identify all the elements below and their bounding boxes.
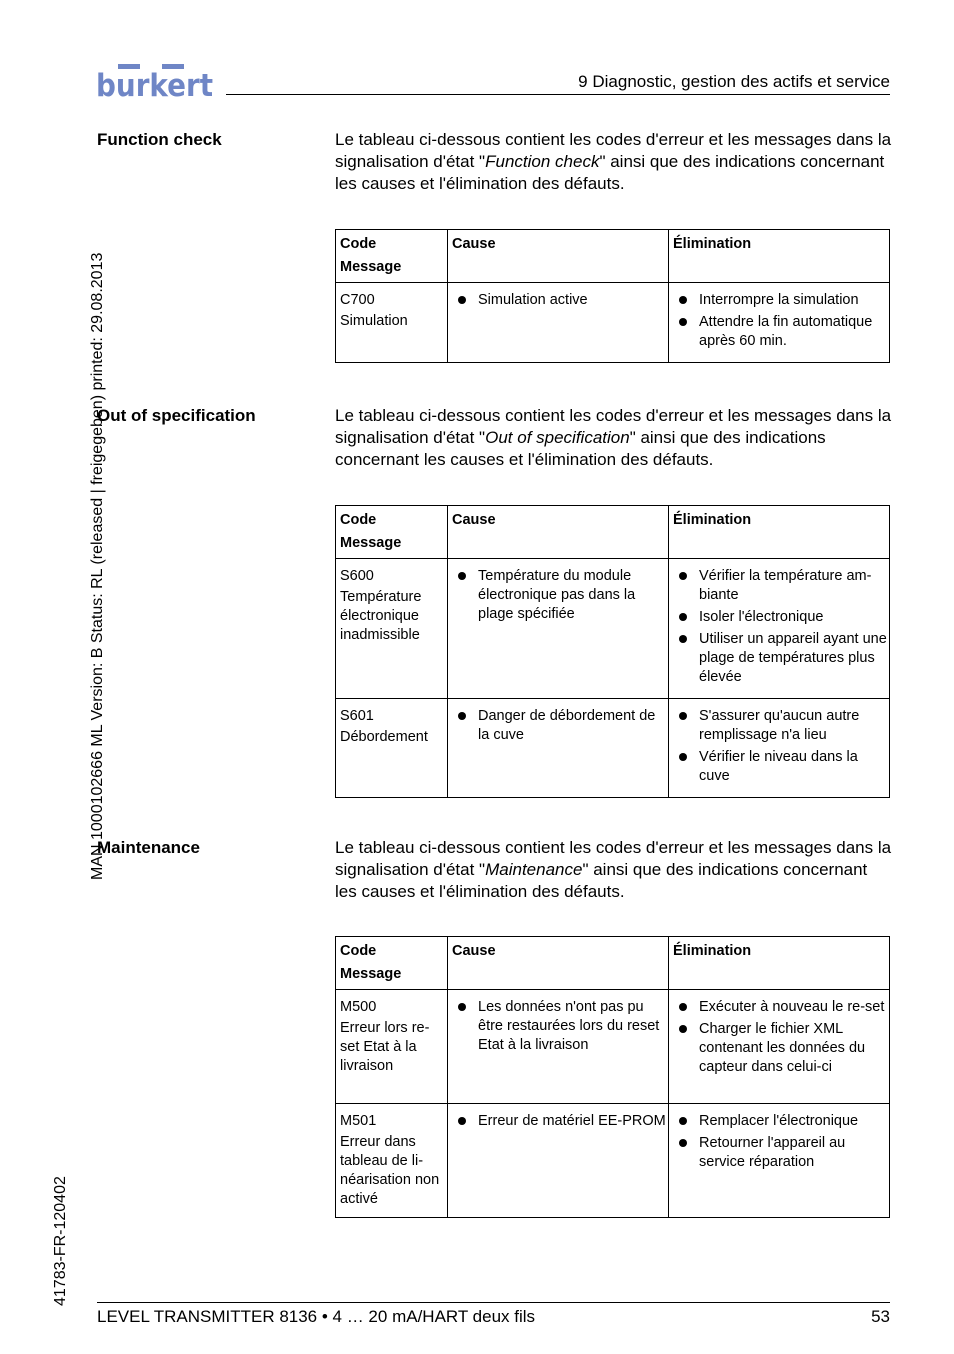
elimination-item: Remplacer l'électronique <box>688 1112 889 1131</box>
header-code-message: Code Message <box>336 230 448 283</box>
header-code-message: Code Message <box>336 937 448 990</box>
cause-cell <box>448 283 669 363</box>
elimination-cell <box>669 1104 890 1218</box>
cause-cell <box>448 699 669 798</box>
elimination-item: Exécuter à nouveau le re-set <box>688 998 889 1017</box>
code-cell: M500 Erreur lors re-set Etat à la livraison <box>336 990 448 1104</box>
table-row <box>336 699 890 798</box>
elimination-item: Interrompre la simulation <box>688 291 889 310</box>
table-header-row <box>336 937 890 990</box>
footer-rule <box>97 1302 890 1303</box>
chapter-title: 9 Diagnostic, gestion des actifs et service <box>578 72 890 91</box>
section-intro-maintenance: Le tableau ci-dessous contient les codes d'erreur et les messages dans la signalisation d'état "Maintenance" ainsi que des indications concernant les causes et l'élimination des défauts. <box>335 838 892 901</box>
elimination-item: Isoler l'électronique <box>688 608 889 627</box>
page-number: 53 <box>871 1307 890 1326</box>
cause-cell <box>448 559 669 699</box>
header-elimination: Élimination <box>669 506 890 559</box>
section-title-out-of-specification: Out of specification <box>97 406 256 425</box>
table-row <box>336 559 890 699</box>
section-title-maintenance: Maintenance <box>97 838 200 857</box>
header-elimination: Élimination <box>669 230 890 283</box>
cause-item: Erreur de matériel EE-PROM <box>467 1112 668 1131</box>
section-intro-function-check: Le tableau ci-dessous contient les codes d'erreur et les messages dans la signalisation d'état "Function check" ainsi que des indications concernant les causes et l'élimination des défauts. <box>335 130 892 193</box>
out-of-specification-table <box>335 505 890 798</box>
code-cell: C700 Simulation <box>336 283 448 363</box>
code-cell: S601 Débordement <box>336 699 448 798</box>
elimination-cell <box>669 559 890 699</box>
header-rule <box>226 94 890 95</box>
elimination-item: Attendre la fin automatique après 60 min. <box>688 313 889 351</box>
elimination-cell <box>669 699 890 798</box>
elimination-item: Charger le fichier XML contenant les données du capteur dans celui-ci <box>688 1020 889 1077</box>
elimination-cell <box>669 283 890 363</box>
header-elimination: Élimination <box>669 937 890 990</box>
code-cell: S600 Température électronique inadmissible <box>336 559 448 699</box>
table-row <box>336 990 890 1104</box>
footer-product-title: LEVEL TRANSMITTER 8136 • 4 … 20 mA/HART deux fils <box>97 1307 536 1326</box>
header-code-message: Code Message <box>336 506 448 559</box>
table-header-row <box>336 230 890 283</box>
header-cause: Cause <box>448 937 669 990</box>
elimination-item: Utiliser un appareil ayant une plage de températures plus élevée <box>688 630 889 687</box>
table-header-row <box>336 506 890 559</box>
burkert-logo <box>96 62 214 100</box>
cause-cell <box>448 990 669 1104</box>
function-check-table <box>335 229 890 363</box>
code-cell: M501 Erreur dans tableau de li-néarisation non activé <box>336 1104 448 1218</box>
section-intro-out-of-specification: Le tableau ci-dessous contient les codes d'erreur et les messages dans la signalisation d'état "Out of specification" ainsi que des indications concernant les causes et l'élimination des défauts. <box>335 406 892 469</box>
svg-text:burkert: burkert <box>96 68 214 100</box>
section-title-function-check: Function check <box>97 130 222 149</box>
elimination-item: Vérifier le niveau dans la cuve <box>688 748 889 786</box>
cause-item: Simulation active <box>467 291 668 310</box>
table-row <box>336 1104 890 1218</box>
header-cause: Cause <box>448 230 669 283</box>
cause-item: Température du module électronique pas dans la plage spécifiée <box>467 567 668 624</box>
elimination-item: S'assurer qu'aucun autre remplissage n'a lieu <box>688 707 889 745</box>
cause-cell <box>448 1104 669 1218</box>
maintenance-table <box>335 936 890 1218</box>
elimination-cell <box>669 990 890 1104</box>
cause-item: Les données n'ont pas pu être restaurées lors du reset Etat à la livraison <box>467 998 668 1055</box>
elimination-item: Retourner l'appareil au service réparation <box>688 1134 889 1172</box>
header-cause: Cause <box>448 506 669 559</box>
document-info-vertical: MAN 1000102666 ML Version: B Status: RL (released | freigegeben) printed: 29.08.2013 <box>89 252 106 880</box>
cause-item: Danger de débordement de la cuve <box>467 707 668 745</box>
table-row <box>336 283 890 363</box>
elimination-item: Vérifier la température am-biante <box>688 567 889 605</box>
document-code-vertical: 41783-FR-120402 <box>52 1176 69 1306</box>
